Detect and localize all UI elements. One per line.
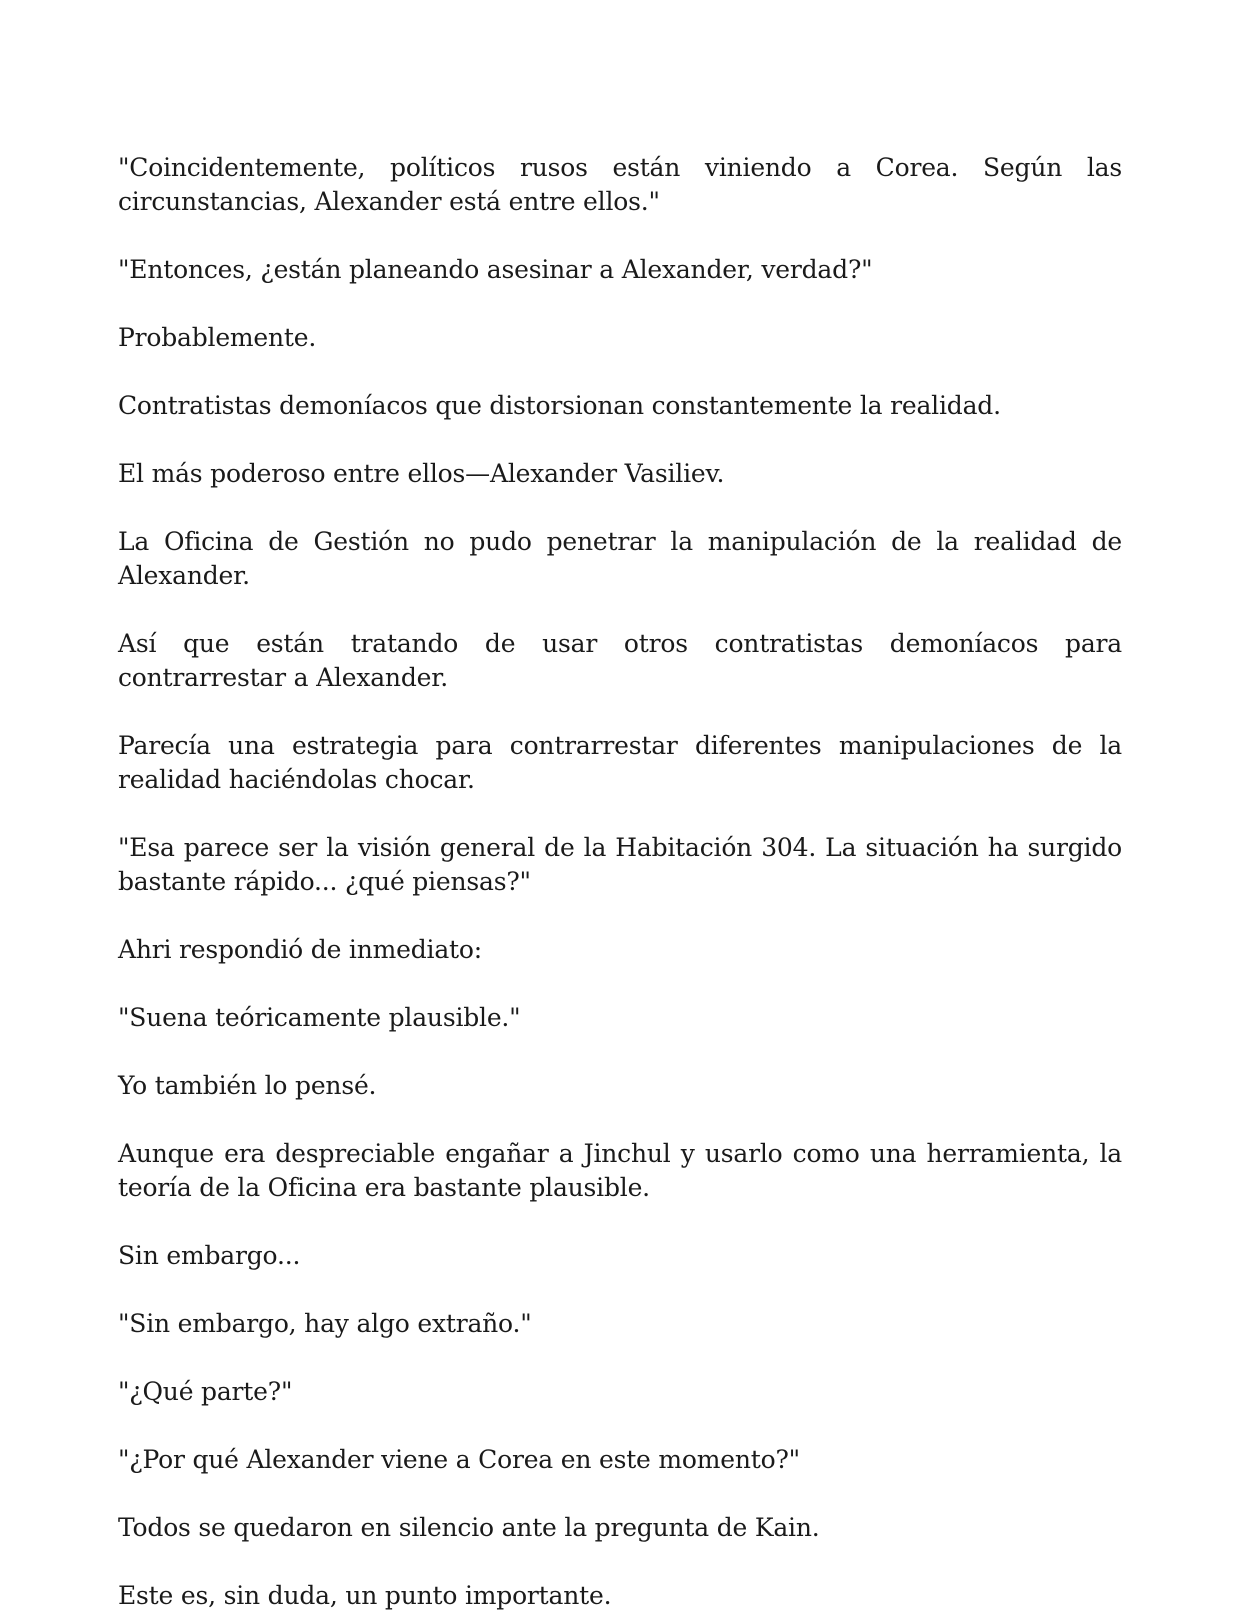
- paragraph: "Sin embargo, hay algo extraño.": [118, 1309, 532, 1338]
- paragraph: "Suena teóricamente plausible.": [118, 1003, 521, 1032]
- paragraph: Contratistas demoníacos que distorsionan constantemente la realidad.: [118, 391, 1001, 420]
- document-body: [118, 151, 1122, 1613]
- paragraph: "¿Qué parte?": [118, 1377, 293, 1406]
- paragraph: La Oficina de Gestión no pudo penetrar la manipulación de la realidad de Alexander.: [118, 527, 1122, 590]
- paragraph: Este es, sin duda, un punto importante.: [118, 1581, 612, 1610]
- paragraph: El más poderoso entre ellos—Alexander Vasiliev.: [118, 459, 725, 488]
- paragraph: Ahri respondió de inmediato:: [118, 935, 482, 964]
- paragraph: Parecía una estrategia para contrarrestar diferentes manipulaciones de la realidad haciéndolas chocar.: [118, 731, 1122, 794]
- paragraph: Yo también lo pensé.: [118, 1071, 377, 1100]
- paragraph: Así que están tratando de usar otros contratistas demoníacos para contrarrestar a Alexander.: [118, 629, 1122, 692]
- paragraph: Sin embargo...: [118, 1241, 301, 1270]
- paragraph: Probablemente.: [118, 323, 317, 352]
- paragraph: "Entonces, ¿están planeando asesinar a Alexander, verdad?": [118, 255, 873, 284]
- paragraph: "Coincidentemente, políticos rusos están viniendo a Corea. Según las circunstancias, Alexander está entre ellos.": [118, 153, 1122, 216]
- paragraph: "Esa parece ser la visión general de la Habitación 304. La situación ha surgido bastante rápido... ¿qué piensas?": [118, 833, 1122, 896]
- paragraph: Aunque era despreciable engañar a Jinchul y usarlo como una herramienta, la teoría de la Oficina era bastante plausible.: [118, 1139, 1122, 1202]
- paragraph: "¿Por qué Alexander viene a Corea en este momento?": [118, 1445, 800, 1474]
- paragraph: Todos se quedaron en silencio ante la pregunta de Kain.: [118, 1513, 820, 1542]
